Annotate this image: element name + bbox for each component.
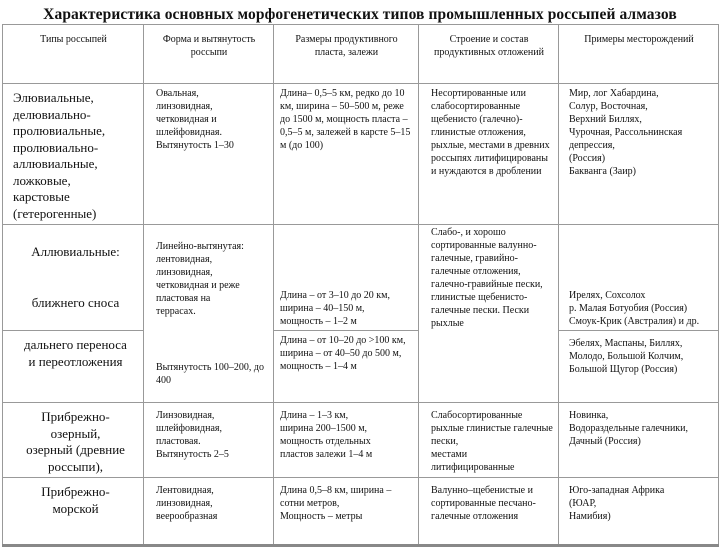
table-row [3,331,719,403]
alluvial-near: ближнего сноса [31,294,120,310]
cell-size: Длина – от 3–10 до 20 км, ширина – 40–150 м, мощность – 1–2 м [274,225,419,331]
cell-type: Прибрежно- озерный, озерный (древние россыпи), [3,403,144,478]
table-row [3,478,719,546]
cell-type [3,225,144,331]
cell-examples: Юго-западная Африка (ЮАР, Намибия) [559,478,719,546]
table-row [3,84,719,225]
cell-structure: Слабосортированные рыхлые глинистые галечные пески, местами литифицированные [419,403,559,478]
cell-size: Длина – 1–3 км, ширина 200–1500 м, мощность отдельных пластов залежи 1–4 м [274,403,419,478]
cell-form: Лентовидная, линзовидная, веерообразная [144,478,274,546]
placer-types-table [2,24,719,547]
header-types: Типы россыпей [3,25,144,84]
cell-type: Элювиальные, делювиально- пролювиальные, пролювиально- аллювиальные, ложковые, карстовые (гетерогенные) [3,84,144,225]
cell-structure: Валунно–щебенистые и сортированные песчано-галечные отложения [419,478,559,546]
cell-size: Длина– 0,5–5 км, редко до 10 км, ширина – 50–500 м, реже до 1500 м, мощность пласта – 0,5–5 м, залежей в карсте 5–15 м (до 100) [274,84,419,225]
header-size: Размеры продуктивного пласта, залежи [274,25,419,84]
header-structure: Строение и состав продуктивных отложений [419,25,559,84]
cell-examples: Новинка, Водораздельные галечники, Дачный (Россия) [559,403,719,478]
cell-form [144,225,274,403]
cell-size: Длина – от 10–20 до >100 км, ширина – от 40–50 до 500 м, мощность – 1–4 м [274,331,419,403]
table-header-row [3,25,719,84]
cell-structure: Слабо-, и хорошо сортированные валунно-галечные, гравийно-галечные отложения, галечно-гравийные пески, глинистые щебенисто-галечные пески. Пески рыхлые [419,225,559,403]
form-text: Линейно-вытянутая: лентовидная, линзовидная, четковидная и реже пластовая на террасах. [156,241,244,317]
cell-form: Линзовидная, шлейфовидная, пластовая. Вытянутость 2–5 [144,403,274,478]
cell-examples: Эбелях, Маспаны, Биллях, Молодо, Большой Колчим, Большой Щугор (Россия) [559,331,719,403]
table-row [3,225,719,331]
table-row [3,403,719,478]
page-title: Характеристика основных морфогенетических типов промышленных россыпей алмазов [43,6,677,23]
alluvial-title: Аллювиальные: [31,243,120,259]
cell-examples: Мир, лог Хабардина, Солур, Восточная, Верхний Биллях, Чурочная, Рассольнинская депрессия, (Россия) Бакванга (Заир) [559,84,719,225]
cell-type: дальнего переноса и переотложения [3,331,144,403]
form-elongation: Вытянутость 100–200, до 400 [156,362,265,386]
header-form: Форма и вытянутость россыпи [144,25,274,84]
cell-structure: Несортированные или слабосортированные щебенисто (галечно)-глинистые отложения, рыхлые, местами в древних россыпях литифицированы и нуждаются в дроблении [419,84,559,225]
cell-type: Прибрежно- морской [3,478,144,546]
cell-examples: Ирелях, Сохсолох р. Малая Ботуобия (Россия) Смоук-Крик (Австралия) и др. [559,225,719,331]
cell-size: Длина 0,5–8 км, ширина – сотни метров, Мощность – метры [274,478,419,546]
header-examples: Примеры месторождений [559,25,719,84]
cell-form: Овальная, линзовидная, четковидная и шлейфовидная. Вытянутость 1–30 [144,84,274,225]
